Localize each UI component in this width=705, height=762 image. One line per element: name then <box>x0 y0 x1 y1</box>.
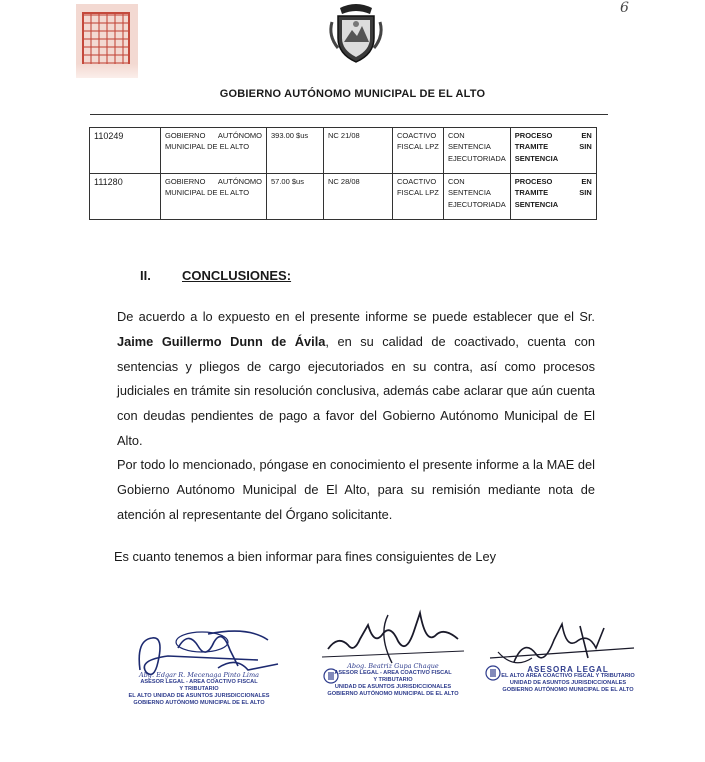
person-name: Jaime Guillermo Dunn de Ávila <box>117 333 326 349</box>
cell-amount: 57.00 $us <box>267 174 324 220</box>
section-number: II. <box>140 268 151 283</box>
signature-block-3 <box>484 618 644 693</box>
signer-role: ASESOR LEGAL - AREA COACTIVO FISCAL <box>334 670 452 676</box>
cell-type: COACTIVO FISCAL LPZ <box>393 128 444 174</box>
section-title: CONCLUSIONES: <box>182 268 292 283</box>
paragraph-conclusion <box>117 305 595 454</box>
signature-block-1 <box>118 620 288 706</box>
cell-type: COACTIVO FISCAL LPZ <box>393 174 444 220</box>
debts-table <box>89 127 597 220</box>
signer-title: ASESORA LEGAL <box>527 665 609 674</box>
signer-role: Y TRIBUTARIO <box>179 686 219 692</box>
cell-id: 111280 <box>90 174 161 220</box>
signer-entity: GOBIERNO AUTÓNOMO MUNICIPAL DE EL ALTO <box>133 700 265 706</box>
cell-id: 110249 <box>90 128 161 174</box>
signature-block-2 <box>318 605 468 697</box>
corner-stamp-icon <box>76 4 138 76</box>
cell-note: NC 21/08 <box>324 128 393 174</box>
signer-unit: EL ALTO UNIDAD DE ASUNTOS JURISDICCIONALES <box>128 693 270 699</box>
table-row <box>90 174 597 220</box>
signer-role: Y TRIBUTARIO <box>373 677 413 683</box>
paragraph-referral: Por todo lo mencionado, póngase en conocimiento el presente informe a la MAE del Gobierno Autónomo Municipal de El Alto, para su remisión mediante nota de atención al representante del Órgano solicitante. <box>117 457 595 522</box>
signer-unit: UNIDAD DE ASUNTOS JURISDICCIONALES <box>334 684 452 690</box>
cell-amount: 393.00 $us <box>267 128 324 174</box>
signer-entity: GOBIERNO AUTÓNOMO MUNICIPAL DE EL ALTO <box>502 687 634 693</box>
signer-entity: GOBIERNO AUTÓNOMO MUNICIPAL DE EL ALTO <box>327 691 459 697</box>
paragraph-closing: Es cuanto tenemos a bien informar para fines consiguientes de Ley <box>114 549 497 564</box>
page-number: 6 <box>620 0 629 16</box>
header-divider <box>90 114 608 115</box>
cell-status: PROCESO EN TRAMITE SIN SENTENCIA <box>510 174 596 220</box>
signer-role: ASESOR LEGAL - AREA COACTIVO FISCAL <box>140 679 258 685</box>
section-heading <box>140 268 291 283</box>
cell-entity: GOBIERNO AUTÓNOMO MUNICIPAL DE EL ALTO <box>161 128 267 174</box>
signer-name: Abg. Edgar R. Mecenaga Pinto Lima <box>138 671 260 679</box>
municipal-crest-icon <box>326 2 386 64</box>
cell-entity: GOBIERNO AUTÓNOMO MUNICIPAL DE EL ALTO <box>161 174 267 220</box>
signer-unit: UNIDAD DE ASUNTOS JURISDICCIONALES <box>509 680 627 686</box>
cell-sentence: CON SENTENCIA EJECUTORIADA <box>444 174 511 220</box>
cell-status: PROCESO EN TRAMITE SIN SENTENCIA <box>510 128 596 174</box>
page-title: GOBIERNO AUTÓNOMO MUNICIPAL DE EL ALTO <box>219 88 486 100</box>
paragraph-text: , en su calidad de coactivado, cuenta con sentencias y pliegos de cargo ejecutoriados en su contra, así como procesos judiciales en trámite sin resolución conclusiva, además cabe aclarar que aún cuenta con deudas pendientes de pago a favor del Gobierno Autónomo Municipal de El Alto. <box>117 333 595 448</box>
table-row <box>90 128 597 174</box>
signer-role: EL ALTO AREA COACTIVO FISCAL Y TRIBUTARIO <box>501 673 635 679</box>
cell-sentence: CON SENTENCIA EJECUTORIADA <box>444 128 511 174</box>
paragraph-text: De acuerdo a lo expuesto en el presente informe se puede establecer que el Sr. <box>117 309 595 324</box>
cell-note: NC 28/08 <box>324 174 393 220</box>
signer-name: Abog. Beatriz Gupa Chaque <box>347 662 439 670</box>
